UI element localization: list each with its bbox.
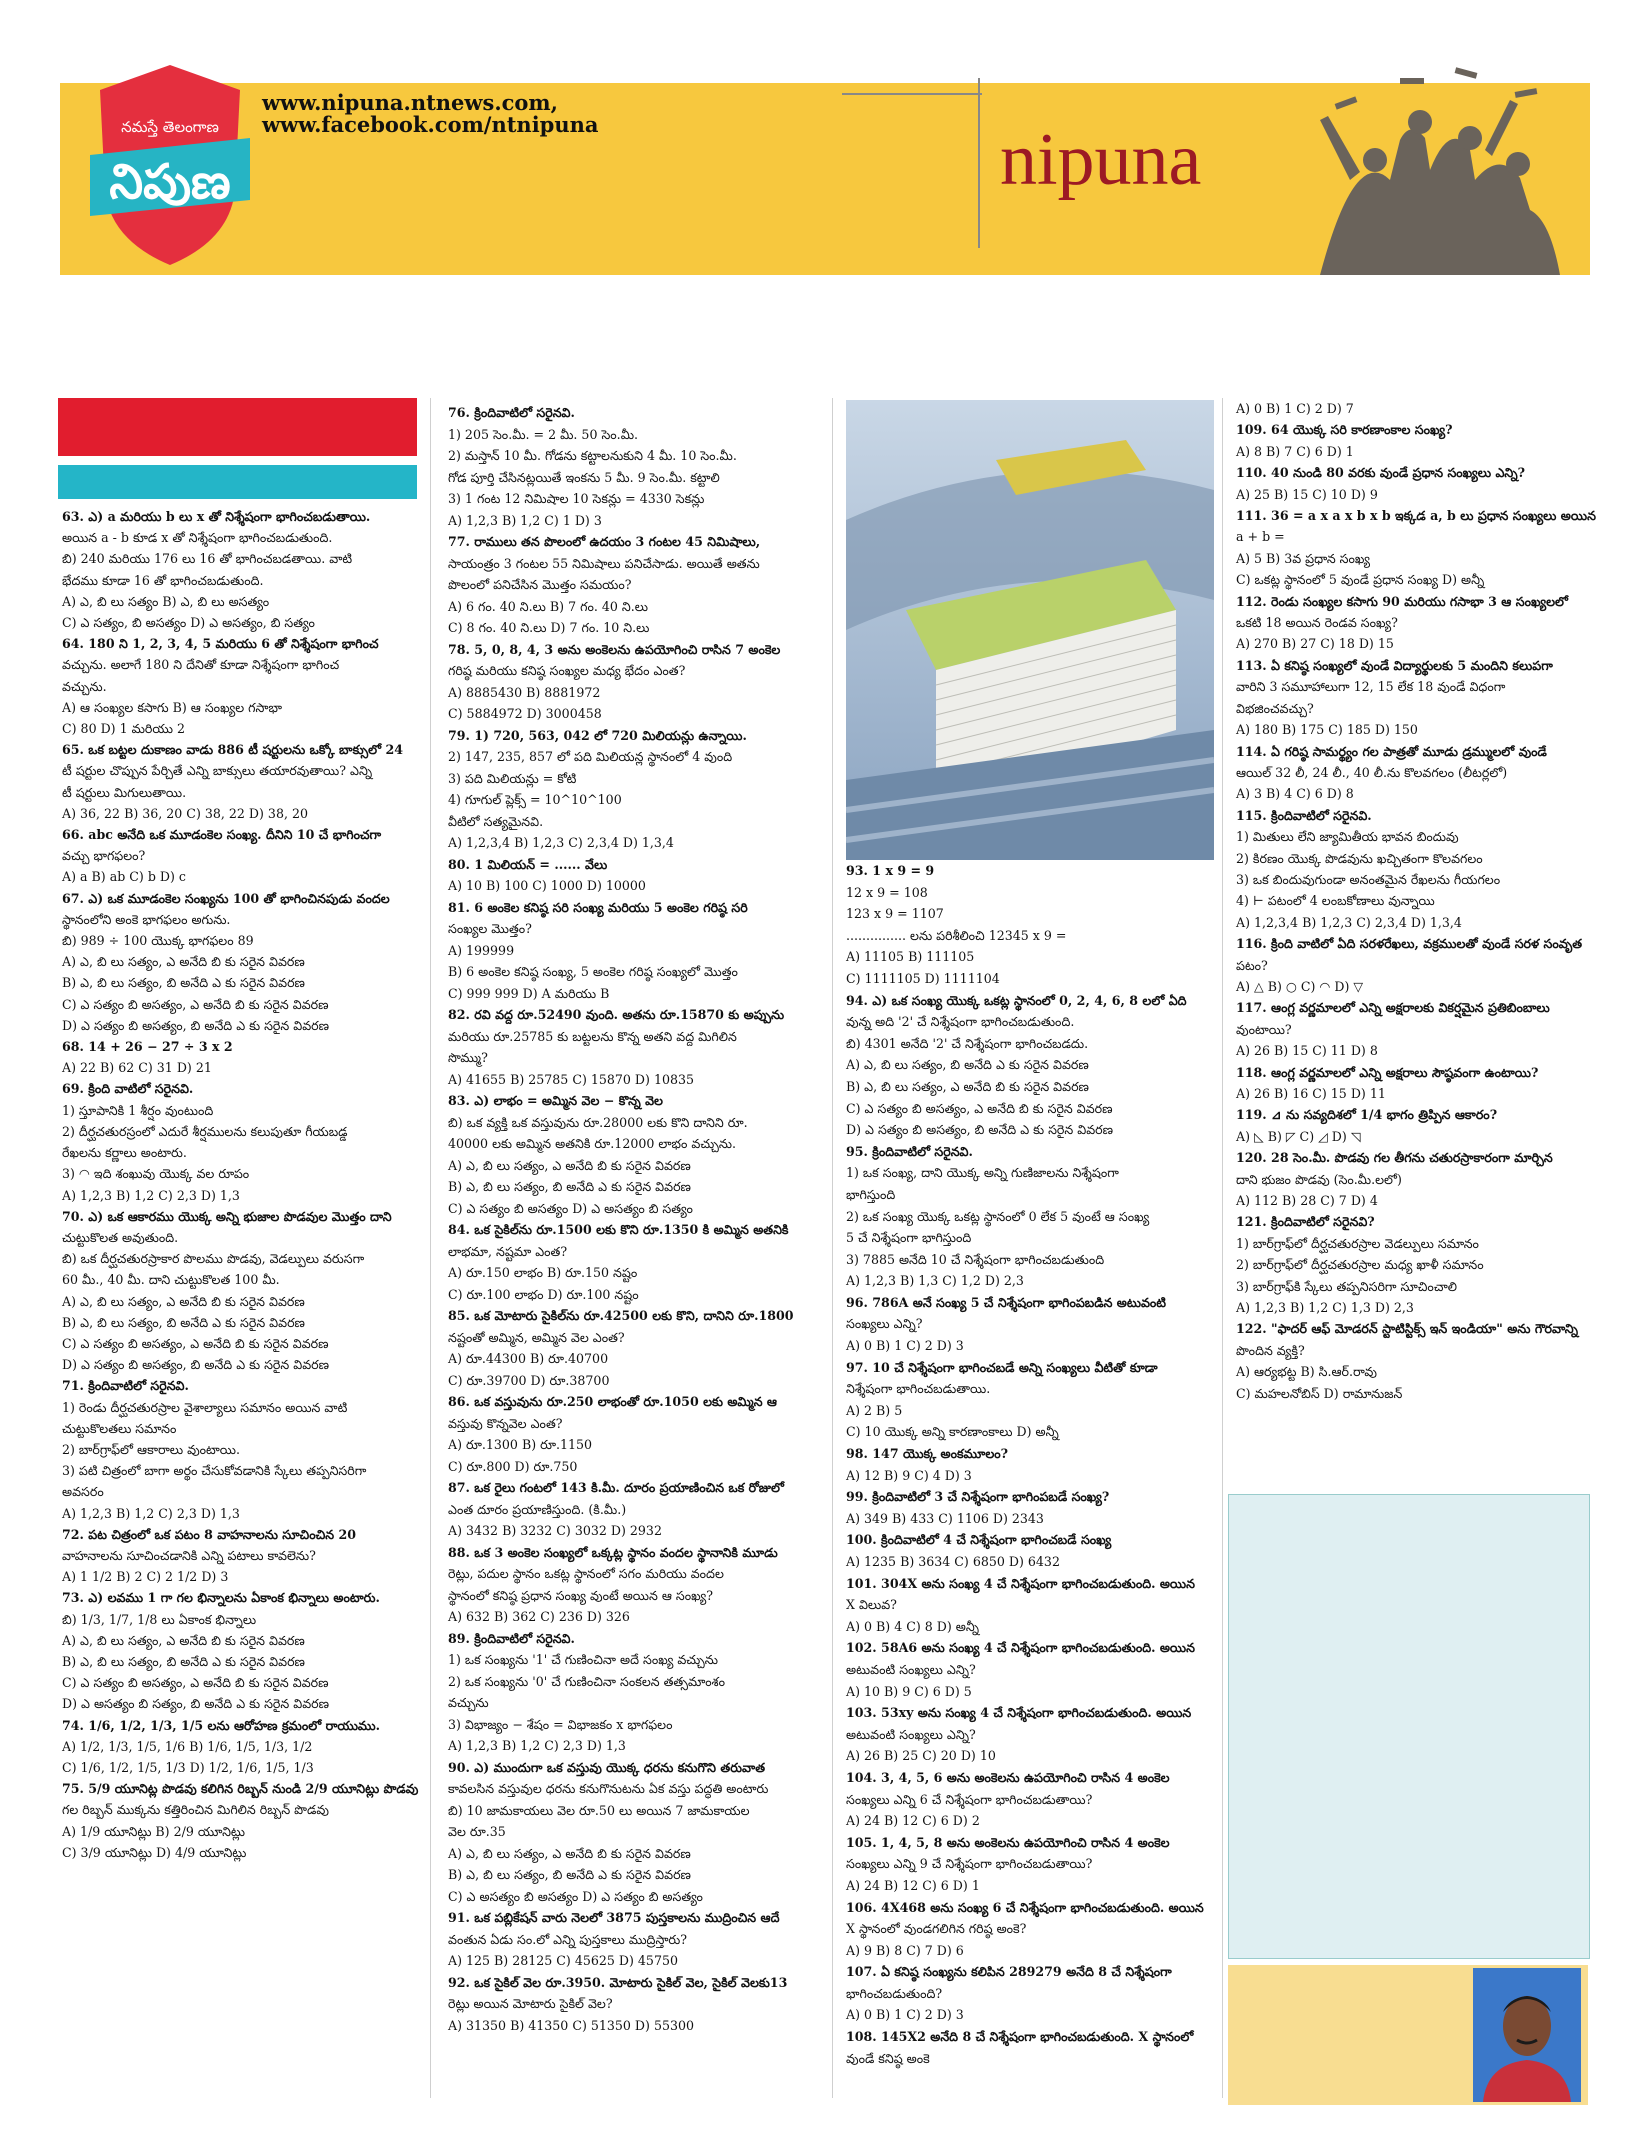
question-line: A) 1,2,3,4 B) 1,2,3 C) 2,3,4 D) 1,3,4 — [1236, 914, 1462, 930]
question-line: A) 0 B) 1 C) 2 D) 3 — [846, 2007, 964, 2023]
question-line: A) 1/2, 1/3, 1/5, 1/6 B) 1/6, 1/5, 1/3, 1/2 — [62, 1738, 313, 1754]
question-line: వారిని 3 సమూహాలుగా 12, 15 లేక 18 వుండే విధంగా — [1236, 679, 1506, 695]
question-line: బి) 989 ÷ 100 యొక్క భాగఫలం 89 — [62, 933, 254, 949]
question-line: B) ఎ, బి లు సత్యం, బి అనేది ఎ కు సరైన వివరణ — [448, 1179, 691, 1194]
question-line: A) 2 B) 5 — [846, 1402, 903, 1418]
question-line: D) ఎ అసత్యం బి సత్యం, బి అనేది ఎ కు సరైన వివరణ — [62, 1696, 330, 1712]
question-line: 1) మితులు లేని జ్యామితీయ భావన బిందువు — [1236, 829, 1459, 845]
question-line: చుట్టుకొలతలు సమానం — [62, 1420, 177, 1436]
question-line: 111. 36 = a x a x b x b ఇక్కడ a, b లు ప్రధాన సంఖ్యలు అయిన — [1236, 508, 1596, 524]
question-line: A) రూ.150 లాభం B) రూ.150 నష్టం — [448, 1265, 638, 1280]
question-line: 2) బార్‌గ్రాఫ్‌లో దీర్ఘచతురస్రాల మధ్య ఖాళీ సమానం — [1236, 1257, 1484, 1273]
question-line: వీటిలో సత్యమైనవి. — [448, 813, 544, 829]
header-urls — [262, 92, 599, 136]
question-line: అటువంటి సంఖ్యలు ఎన్ని? — [846, 1726, 976, 1742]
question-line: వచ్చును. అలాగే 180 ని దేనితో కూడా నిశ్శేషంగా భాగించ — [62, 657, 340, 673]
question-line: వున్న అది '2' చే నిశ్శేషంగా భాగించబడుతుంది. — [846, 1014, 1075, 1030]
question-line: A) 632 B) 362 C) 236 D) 326 — [448, 1609, 630, 1624]
question-line: 91. ఒక పబ్లికేషన్ వారు నెలలో 3875 పుస్తకాలను ముద్రించిన ఆదే — [448, 1910, 780, 1925]
question-line: A) 22 B) 62 C) 31 D) 21 — [62, 1060, 212, 1076]
column-divider — [1222, 398, 1223, 2098]
question-line: 3) 7885 అనేది 10 చే నిశ్శేషంగా భాగించబడుతుంది — [846, 1251, 1105, 1267]
question-line: అవసరం — [62, 1484, 104, 1500]
question-line: 2) దీర్ఘచతురస్రంలో ఎదురే శీర్షములను కలుపుతూ గీయబడ్డ — [62, 1123, 348, 1139]
question-line: A) ఎ, బి లు సత్యం, ఎ అనేది బి కు సరైన వివరణ — [62, 1293, 305, 1309]
question-line: వంతున ఏడు సం.లో ఎన్ని పుస్తకాలు ముద్రిస్తారు? — [448, 1931, 688, 1947]
question-line: X విలువ? — [846, 1597, 897, 1613]
author-photo — [1473, 1968, 1581, 2102]
question-line: C) 8 గం. 40 ని.లు D) 7 గం. 10 ని.లు — [448, 620, 650, 635]
question-line: 84. ఒక సైకిల్‌ను రూ.1500 లకు కొని రూ.1350 కి అమ్మిన అతనికి — [448, 1222, 789, 1237]
question-line: సాయంత్రం 3 గంటల 55 నిమిషాలు పనిచేసాడు. అయితే అతను — [448, 555, 760, 571]
question-line: C) 999 999 D) A మరియు B — [448, 985, 610, 1001]
question-line: స్థానంలో కనిష్ఠ ప్రధాన సంఖ్య వుంటే అయిన ఆ సంఖ్య? — [448, 1587, 714, 1603]
question-line: 2) ఒక సంఖ్య యొక్క ఒకట్ల స్థానంలో 0 లేక 5 వుంటే ఆ సంఖ్య — [846, 1208, 1150, 1224]
question-line: A) 0 B) 4 C) 8 D) అన్నీ — [846, 1618, 980, 1634]
question-line: 40000 లకు అమ్మిన అతనికి రూ.12000 లాభం వచ్చును. — [448, 1136, 737, 1151]
question-line: A) 180 B) 175 C) 185 D) 150 — [1236, 722, 1418, 738]
question-line: 3) పటి చిత్రంలో బాగా అర్థం చేసుకోవడానికి స్కేలు తప్పనిసరిగా — [62, 1463, 367, 1479]
question-line: 80. 1 మిలియన్ = ...... వేలు — [448, 856, 608, 872]
question-line: 116. క్రింది వాటిలో ఏది సరళరేఖలు, వక్రములతో వుండే సరళ సంవృత — [1236, 936, 1582, 952]
question-line: అయిన a - b కూడ x తో నిశ్శేషంగా భాగించబడుతుంది. — [62, 530, 333, 546]
question-line: 3) పది మిలియన్లు = కోటి — [448, 770, 577, 786]
question-line: చుట్టుకొలత అవుతుంది. — [62, 1229, 179, 1245]
question-line: 120. 28 సెం.మీ. పొడవు గల తీగను చతురస్రాకారంగా మార్చిన — [1236, 1150, 1553, 1166]
question-line: 106. 4X468 అను సంఖ్య 6 చే నిశ్శేషంగా భాగించబడుతుంది. అయిన — [846, 1899, 1204, 1915]
question-line: 122. "ఫాదర్ ఆఫ్ మోడరన్ స్టాటిస్టిక్స్ ఇన్ ఇండియా" అను గౌరవాన్ని — [1236, 1321, 1578, 1337]
question-line: కావలసిన వస్తువుల ధరను కనుగొనుటను ఏక వస్తు పద్ధతి అంటారు — [448, 1781, 769, 1796]
question-line: 1) బార్‌గ్రాఫ్‌లో దీర్ఘచతురస్రాల వెడల్పులు సమానం — [1236, 1235, 1479, 1251]
question-line: A) 26 B) 15 C) 11 D) 8 — [1236, 1043, 1378, 1059]
question-line: 117. ఆంగ్ల వర్ణమాలలో ఎన్ని అక్షరాలకు వికర్షమైన ప్రతిబింబాలు — [1236, 1000, 1550, 1016]
question-line: C) 3/9 యూనిట్లు D) 4/9 యూనిట్లు — [62, 1844, 247, 1860]
question-column-3 — [846, 860, 1218, 2069]
facebook-url[interactable]: www.facebook.com/ntnipuna — [262, 112, 599, 137]
question-line: 114. ఏ గరిష్ఠ సామర్థ్యం గల పాత్రతో మూడు డ్రమ్ములలో వుండే — [1236, 743, 1547, 759]
question-line: 95. క్రిందివాటిలో సరైనవి. — [846, 1143, 973, 1159]
question-line: 110. 40 నుండి 80 వరకు వుండే ప్రధాన సంఖ్యలు ఎన్ని? — [1236, 465, 1525, 481]
question-line: 71. క్రిందివాటిలో సరైనవి. — [62, 1378, 189, 1394]
question-line: C) 10 యొక్క అన్ని కారణాంకాలు D) అన్నీ — [846, 1424, 1059, 1440]
question-line: పటం? — [1236, 957, 1268, 973]
question-line: 3) బార్‌గ్రాఫ్‌కి స్కేలు తప్పనిసరిగా సూచించాలి — [1236, 1278, 1457, 1294]
question-line: B) ఎ, బి లు సత్యం, బి అనేది ఎ కు సరైన వివరణ — [62, 1653, 305, 1669]
column-divider — [430, 398, 431, 2098]
question-line: బి) ఒక దీర్ఘచతురస్రాకార పొలము పొడవు, వెడల్పులు వరుసగా — [62, 1251, 365, 1267]
question-line: C) ఎ అసత్యం బి అసత్యం D) ఎ సత్యం బి అసత్యం — [448, 1888, 703, 1904]
question-line: వచ్చు భాగఫలం? — [62, 848, 146, 864]
question-line: A) 125 B) 28125 C) 45625 D) 45750 — [448, 1953, 678, 1968]
question-line: A) ఎ, బి లు సత్యం, ఎ అనేది బి కు సరైన వివరణ — [448, 1845, 691, 1861]
question-line: A) a B) ab C) b D) c — [62, 869, 186, 885]
question-line: A) ఆర్యభట్ట B) సి.ఆర్.రావు — [1236, 1364, 1377, 1380]
question-line: A) 8885430 B) 8881972 — [448, 684, 601, 700]
question-line: మరియు రూ.25785 కు బట్టలను కొన్న అతని వద్ద మిగిలిన — [448, 1028, 737, 1044]
question-line: A) 6 గం. 40 ని.లు B) 7 గం. 40 ని.లు — [448, 598, 649, 614]
question-line: C) రూ.100 లాభం D) రూ.100 నష్టం — [448, 1286, 639, 1302]
question-line: 92. ఒక సైకిల్ వెల రూ.3950. మోటారు సైకిల్ వెల, సైకిల్ వెలకు13 — [448, 1974, 788, 1990]
question-line: A) ఎ, బి లు సత్యం, ఎ అనేది బి కు సరైన వివరణ — [62, 954, 305, 970]
question-line: C) ఎ సత్యం బి అసత్యం D) ఎ అసత్యం బి సత్యం — [448, 1200, 693, 1216]
question-line: బి) 240 మరియు 176 లు 16 తో భాగించబడతాయి. వాటి — [62, 551, 353, 567]
question-line: సొమ్ము? — [448, 1050, 488, 1065]
question-line: పొందిన వ్యక్తి? — [1236, 1342, 1305, 1358]
question-line: 109. 64 యొక్క సరి కారణాంకాల సంఖ్య? — [1236, 422, 1453, 438]
question-line: A) 36, 22 B) 36, 20 C) 38, 22 D) 38, 20 — [62, 805, 308, 821]
brand-title: nipuna — [1000, 119, 1202, 201]
question-line: A) 10 B) 9 C) 6 D) 5 — [846, 1683, 972, 1699]
question-line: A) ఎ, బి లు సత్యం, ఎ అనేది బి కు సరైన వివరణ — [62, 1632, 305, 1648]
question-line: 93. 1 x 9 = 9 — [846, 863, 935, 878]
question-line: 86. ఒక వస్తువును రూ.250 లాభంతో రూ.1050 లకు అమ్మిన ఆ — [448, 1394, 777, 1409]
logo-small-text: నమస్తే తెలంగాణ — [121, 118, 219, 136]
question-line: 119. ⊿ ను సవ్యదిశలో 1/4 భాగం త్రిప్పిన ఆకారం? — [1236, 1107, 1498, 1123]
question-line: A) 12 B) 9 C) 4 D) 3 — [846, 1467, 972, 1483]
question-line: 73. ఎ) లవము 1 గా గల భిన్నాలను ఏకాంక భిన్నాలు అంటారు. — [62, 1590, 380, 1606]
question-line: A) 9 B) 8 C) 7 D) 6 — [846, 1942, 964, 1958]
question-column-2 — [448, 402, 828, 2036]
question-column-4 — [1236, 398, 1596, 1404]
question-line: ఒకటి 18 అయిన రెండవ సంఖ్య? — [1236, 615, 1398, 631]
question-line: 1) స్తూపానికి 1 శీర్షం వుంటుంది — [62, 1102, 214, 1118]
question-line: C) ఎ సత్యం, బి అసత్యం D) ఎ అసత్యం, బి సత్యం — [62, 615, 315, 631]
question-line: 101. 304X అను సంఖ్య 4 చే నిశ్శేషంగా భాగించబడుతుంది. అయిన — [846, 1575, 1195, 1591]
question-line: స్థానంలోని అంకె భాగఫలం అగును. — [62, 911, 231, 927]
question-line: 96. 786A అనే సంఖ్య 5 చే నిశ్శేషంగా భాగింపబడిన అటువంటి — [846, 1294, 1167, 1310]
question-line: ఎంత దూరం ప్రయాణిస్తుంది. (కి.మీ.) — [448, 1501, 627, 1517]
logo-big-text: నిపుణ — [109, 154, 231, 210]
question-line: 69. క్రింది వాటిలో సరైనవి. — [62, 1081, 194, 1097]
question-line: భాగిస్తుంది — [846, 1186, 896, 1202]
question-line: 121. క్రిందివాటిలో సరైనవి? — [1236, 1214, 1375, 1230]
question-line: 4) గూగుల్ ప్లెక్స్ = 10^10^100 — [448, 792, 622, 807]
question-line: 118. ఆంగ్ల వర్ణమాలలో ఎన్ని అక్షరాలు సౌష్ఠవంగా ఉంటాయి? — [1236, 1064, 1539, 1080]
question-line: భాగించబడుతుంది? — [846, 1985, 943, 2001]
question-line: C) రూ.800 D) రూ.750 — [448, 1458, 578, 1474]
question-line: అటువంటి సంఖ్యలు ఎన్ని? — [846, 1661, 976, 1677]
question-line: 74. 1/6, 1/2, 1/3, 1/5 లను ఆరోహణ క్రమంలో రాయుము. — [62, 1717, 381, 1733]
question-line: A) 5 B) 3వ ప్రధాన సంఖ్య — [1236, 550, 1371, 566]
question-line: A) 26 B) 16 C) 15 D) 11 — [1236, 1086, 1386, 1101]
question-line: A) 1,2,3 B) 1,2 C) 2,3 D) 1,3 — [62, 1187, 240, 1203]
question-line: 3) ఒక బిందువుగుండా అనంతమైన రేఖలను గీయగలం — [1236, 871, 1501, 887]
question-line: 67. ఎ) ఒక మూడంకెల సంఖ్యను 100 తో భాగించినపుడు వందల — [62, 890, 390, 906]
question-line: గరిష్ఠ మరియు కనిష్ఠ సంఖ్యల మధ్య భేదం ఎంత? — [448, 663, 686, 678]
question-line: 4) ⊢ పటంలో 4 లంబకోణాలు వున్నాయి — [1236, 893, 1435, 909]
printing-press-photo — [846, 400, 1214, 860]
question-line: 82. రవి వద్ద రూ.52490 వుంది. అతను రూ.15870 కు అప్పును — [448, 1007, 785, 1022]
question-line: 79. 1) 720, 563, 042 లో 720 మిలియన్లు ఉన్నాయి. — [448, 727, 747, 743]
question-line: 103. 53xy అను సంఖ్య 4 చే నిశ్శేషంగా భాగించబడుతుంది. అయిన — [846, 1705, 1192, 1721]
question-line: సంఖ్యలు ఎన్ని 6 చే నిశ్శేషంగా భాగించబడుతాయి? — [846, 1791, 1093, 1807]
question-line: A) 199999 — [448, 942, 515, 958]
question-line: A) △ B) ○ C) ◠ D) ▽ — [1236, 978, 1364, 994]
question-line: విభజించవచ్చు? — [1236, 700, 1314, 716]
question-line: C) ఎ సత్యం బి అసత్యం, ఎ అనేది బి కు సరైన వివరణ — [62, 1335, 329, 1351]
question-line: 60 మీ., 40 మీ. దాని చుట్టుకొలత 100 మీ. — [62, 1272, 280, 1288]
header-divider — [978, 78, 980, 248]
question-line: 65. ఒక బట్టల దుకాణం వాడు 886 టీ షర్టులను ఒక్కో బాక్సులో 24 — [62, 742, 403, 758]
question-line: a + b = — [1236, 529, 1285, 545]
question-line: A) 3 B) 4 C) 6 D) 8 — [1236, 786, 1354, 802]
question-line: D) ఎ సత్యం బి అసత్యం, బి అనేది ఎ కు సరైన వివరణ — [62, 1357, 330, 1373]
question-line: వస్తువు కొన్నవెల ఎంత? — [448, 1415, 563, 1431]
question-line: 102. 58A6 అను సంఖ్య 4 చే నిశ్శేషంగా భాగించబడుతుంది. అయిన — [846, 1640, 1195, 1656]
question-line: ............... లను పరిశీలించి 12345 x 9 = — [846, 927, 1067, 943]
question-line: A) 1/9 యూనిట్లు B) 2/9 యూనిట్లు — [62, 1823, 246, 1839]
question-line: C) 80 D) 1 మరియు 2 — [62, 721, 185, 737]
question-line: 81. 6 అంకెల కనిష్ఠ సరి సంఖ్య మరియు 5 అంకెల గరిష్ఠ సరి — [448, 899, 748, 915]
question-line: బి) 4301 అనేది '2' చే నిశ్శేషంగా భాగించబడదు. — [846, 1035, 1089, 1051]
question-line: C) ఒకట్ల స్థానంలో 5 వుండే ప్రధాన సంఖ్య D) అన్నీ — [1236, 572, 1485, 588]
question-line: 94. ఎ) ఒక సంఖ్య యొక్క ఒకట్ల స్థానంలో 0, 2, 4, 6, 8 లలో ఏది — [846, 992, 1187, 1008]
question-line: 75. 5/9 యూనిట్ల పొడవు కలిగిన రిబ్బన్ నుండి 2/9 యూనిట్లు పొడవు — [62, 1781, 419, 1797]
question-line: A) 1,2,3 B) 1,3 C) 1,2 D) 2,3 — [846, 1273, 1024, 1289]
question-line: C) ఎ సత్యం బి అసత్యం, ఎ అనేది బి కు సరైన వివరణ — [62, 996, 329, 1012]
question-line: వుండే కనిష్ఠ అంకె — [846, 2050, 930, 2066]
question-line: వుంటాయి? — [1236, 1021, 1292, 1037]
nipuna-logo — [90, 60, 250, 270]
question-line: పొలంలో పనిచేసిన మొత్తం సమయం? — [448, 577, 632, 592]
question-line: 98. 147 యొక్క అంకమూలం? — [846, 1446, 1009, 1462]
question-line: A) 0 B) 1 C) 2 D) 3 — [846, 1338, 964, 1354]
question-line: 108. 145X2 అనేది 8 చే నిశ్శేషంగా భాగించబడుతుంది. X స్థానంలో — [846, 2029, 1194, 2045]
question-line: A) 25 B) 15 C) 10 D) 9 — [1236, 486, 1378, 502]
question-line: 100. క్రిందివాటిలో 4 చే నిశ్శేషంగా భాగించబడే సంఖ్య — [846, 1532, 1112, 1548]
question-line: A) ◺ B) ◸ C) ◿ D) ◹ — [1236, 1128, 1361, 1144]
question-line: లాభమా, నష్టమా ఎంత? — [448, 1243, 568, 1259]
question-line: ఆయిల్ 32 లీ, 24 లీ., 40 లీ.ను కొలవగలం (లీటర్లలో) — [1236, 764, 1508, 780]
question-line: D) ఎ సత్యం బి అసత్యం, బి అనేది ఎ కు సరైన వివరణ — [62, 1017, 330, 1033]
question-line: సంఖ్యలు ఎన్ని? — [846, 1316, 923, 1332]
question-line: A) 0 B) 1 C) 2 D) 7 — [1236, 401, 1354, 416]
question-line: 87. ఒక రైలు గంటలో 143 కి.మీ. దూరం ప్రయాణించిన ఒక రోజులో — [448, 1480, 784, 1495]
question-line: A) 24 B) 12 C) 6 D) 1 — [846, 1877, 980, 1893]
question-line: టీ షర్టుల చొప్పున పేర్చితే ఎన్ని బాక్సులు తయారవుతాయి? ఎన్ని — [62, 763, 373, 779]
question-line: 2) బార్‌గ్రాఫ్‌లో ఆకారాలు వుంటాయి. — [62, 1441, 240, 1457]
question-line: 77. రాములు తన పొలంలో ఉదయం 3 గంటల 45 నిమిషాలు, — [448, 534, 761, 549]
question-line: C) 5884972 D) 3000458 — [448, 706, 602, 721]
question-line: గోడ పూర్తి చేసినట్లయితే ఇంకను 5 మీ. 9 సెం.మీ. కట్టాలి — [448, 469, 720, 485]
question-line: 72. పట చిత్రంలో ఒక పటం 8 వాహనాలను సూచించిన 20 — [62, 1526, 356, 1542]
question-line: A) 11105 B) 111105 — [846, 949, 975, 965]
question-line: రేఖలను కర్ణాలు అంటారు. — [62, 1145, 187, 1161]
question-line: A) 1,2,3 B) 1,2 C) 1,3 D) 2,3 — [1236, 1300, 1414, 1316]
question-line: A) 1235 B) 3634 C) 6850 D) 6432 — [846, 1554, 1060, 1569]
question-line: C) మహలనోబిస్ D) రామానుజన్ — [1236, 1385, 1403, 1401]
question-line: 97. 10 చే నిశ్శేషంగా భాగించబడే అన్ని సంఖ్యలు వీటితో కూడా — [846, 1359, 1158, 1375]
question-line: 113. ఏ కనిష్ఠ సంఖ్యలో వుండే విద్యార్థులకు 5 మందిని కలుపగా — [1236, 657, 1553, 673]
question-line: 68. 14 + 26 − 27 ÷ 3 x 2 — [62, 1039, 233, 1055]
question-line: నష్టంతో అమ్మిన, అమ్మిన వెల ఎంత? — [448, 1329, 625, 1345]
question-line: 83. ఎ) లాభం = అమ్మిన వెల − కొన్న వెల — [448, 1093, 663, 1108]
section-title-bar — [58, 398, 417, 456]
question-line: 1) రెండు దీర్ఘచతురస్రాల వైశాల్యాలు సమానం అయిన వాటి — [62, 1399, 348, 1415]
question-line: A) 1,2,3 B) 1,2 C) 2,3 D) 1,3 — [62, 1505, 240, 1521]
info-box — [1228, 1494, 1590, 1959]
question-line: C) ఎ సత్యం బి అసత్యం, ఎ అనేది బి కు సరైన వివరణ — [62, 1675, 329, 1691]
question-line: వాహనాలను సూచించడానికి ఎన్ని పటాలు కావలెను? — [62, 1547, 316, 1563]
question-line: 1) ఒక సంఖ్య, దాని యొక్క అన్ని గుణిజాలను నిశ్శేషంగా — [846, 1165, 1119, 1181]
question-line: C) 1/6, 1/2, 1/5, 1/3 D) 1/2, 1/6, 1/5, 1/3 — [62, 1759, 314, 1775]
question-line: 2) ఒక సంఖ్యను '0' చే గుణించినా సంకలన తత్సమాంశం — [448, 1673, 725, 1689]
question-line: 70. ఎ) ఒక ఆకారము యొక్క అన్ని భుజాల పొడవుల మొత్తం దాని — [62, 1208, 392, 1224]
question-line: A) 270 B) 27 C) 18 D) 15 — [1236, 636, 1394, 652]
question-line: సంఖ్యలు ఎన్ని 9 చే నిశ్శేషంగా భాగించబడుతాయి? — [846, 1856, 1093, 1872]
question-line: 112. రెండు సంఖ్యల కసాగు 90 మరియు గసాభా 3 ఆ సంఖ్యలలో — [1236, 593, 1568, 609]
question-line: D) ఎ సత్యం బి అసత్యం, బి అనేది ఎ కు సరైన వివరణ — [846, 1122, 1114, 1138]
question-line: సంఖ్యల మొత్తం? — [448, 921, 532, 936]
question-line: A) 1 1/2 B) 2 C) 2 1/2 D) 3 — [62, 1569, 229, 1585]
question-line: బి) 10 జామకాయలు వెల రూ.50 లు అయిన 7 జామకాయల — [448, 1802, 750, 1818]
question-line: C) ఎ సత్యం బి అసత్యం, ఎ అనేది బి కు సరైన వివరణ — [846, 1100, 1113, 1116]
question-line: వచ్చును. — [62, 678, 107, 694]
question-line: 2) మస్తాన్ 10 మీ. గోడను కట్టాలనుకుని 4 మీ. 10 సెం.మీ. — [448, 448, 737, 463]
question-line: A) 1,2,3,4 B) 1,2,3 C) 2,3,4 D) 1,3,4 — [448, 835, 674, 850]
graduates-illustration — [1280, 60, 1580, 275]
question-line: A) 24 B) 12 C) 6 D) 2 — [846, 1813, 980, 1829]
site-url[interactable]: www.nipuna.ntnews.com, — [262, 90, 558, 115]
question-line: 85. ఒక మోటారు సైకిల్‌ను రూ.42500 లకు కొని, దానిని రూ.1800 — [448, 1308, 794, 1323]
question-line: 3) ◠ ఇది శంఖువు యొక్క వల రూపం — [62, 1166, 250, 1182]
question-line: 107. ఏ కనిష్ఠ సంఖ్యను కలిపిన 289279 అనేది 8 చే నిశ్శేషంగా — [846, 1964, 1172, 1980]
question-line: X స్థానంలో వుండగలిగిన గరిష్ఠ అంకె? — [846, 1921, 1027, 1937]
question-line: A) ఆ సంఖ్యల కసాగు B) ఆ సంఖ్యల గసాభా — [62, 699, 282, 715]
question-line: 3) 1 గంట 12 నిమిషాల 10 సెకన్లు = 4330 సెకన్లు — [448, 491, 705, 506]
question-line: C) రూ.39700 D) రూ.38700 — [448, 1372, 610, 1388]
question-line: A) ఎ, బి లు సత్యం B) ఎ, బి లు అసత్యం — [62, 593, 270, 609]
question-line: 99. క్రిందివాటిలో 3 చే నిశ్శేషంగా భాగింపబడే సంఖ్య? — [846, 1489, 1110, 1505]
question-line: A) రూ.44300 B) రూ.40700 — [448, 1351, 609, 1366]
question-line: 78. 5, 0, 8, 4, 3 అను అంకెలను ఉపయోగించి రాసిన 7 అంకెల — [448, 641, 781, 657]
question-line: A) 349 B) 433 C) 1106 D) 2343 — [846, 1510, 1044, 1526]
question-line: A) 3432 B) 3232 C) 3032 D) 2932 — [448, 1523, 662, 1538]
question-line: బి) ఒక వ్యక్తి ఒక వస్తువును రూ.28000 లకు కొని దానిని రూ. — [448, 1114, 748, 1130]
question-line: 76. క్రిందివాటిలో సరైనవి. — [448, 405, 575, 420]
question-line: A) 31350 B) 41350 C) 51350 D) 55300 — [448, 2017, 695, 2033]
question-line: C) 1111105 D) 1111104 — [846, 970, 1000, 986]
question-line: B) ఎ, బి లు సత్యం, బి అనేది ఎ కు సరైన వివరణ — [62, 1314, 305, 1330]
question-line: టీ షర్టులు మిగులుతాయి. — [62, 784, 187, 800]
question-line: A) ఎ, బి లు సత్యం, ఎ అనేది బి కు సరైన వివరణ — [448, 1157, 691, 1173]
question-line: A) 26 B) 25 C) 20 D) 10 — [846, 1748, 996, 1764]
question-line: వెల రూ.35 — [448, 1824, 506, 1839]
question-line: 88. ఒక 3 అంకెల సంఖ్యలో ఒక్కట్ల స్థానం వందల స్థానానికి మూడు — [448, 1544, 778, 1560]
question-line: 90. ఎ) ముందుగా ఒక వస్తువు యొక్క ధరను కనుగొని తరువాత — [448, 1759, 766, 1775]
question-line: 5 చే నిశ్శేషంగా భాగిస్తుంది — [846, 1230, 972, 1246]
question-line: A) రూ.1300 B) రూ.1150 — [448, 1437, 593, 1452]
question-line: A) 1,2,3 B) 1,2 C) 1 D) 3 — [448, 512, 602, 528]
question-line: A) ఎ, బి లు సత్యం, బి అనేది ఎ కు సరైన వివరణ — [846, 1057, 1089, 1073]
column-divider — [832, 398, 833, 2098]
question-line: 105. 1, 4, 5, 8 అను అంకెలను ఉపయోగించి రాసిన 4 అంకెల — [846, 1834, 1170, 1850]
question-line: భేదము కూడా 16 తో భాగించబడుతుంది. — [62, 572, 264, 588]
question-line: వచ్చును — [448, 1695, 489, 1710]
question-line: A) 8 B) 7 C) 6 D) 1 — [1236, 443, 1354, 459]
question-line: 1) ఒక సంఖ్యను '1' చే గుణించినా అదే సంఖ్య వచ్చును — [448, 1652, 718, 1667]
question-line: B) ఎ, బి లు సత్యం, బి అనేది ఎ కు సరైన వివరణ — [62, 975, 305, 991]
header-rule — [842, 93, 982, 95]
question-line: 66. abc అనేది ఒక మూడంకెల సంఖ్య. దీనిని 10 చే భాగించగా — [62, 827, 382, 843]
question-line: 89. క్రిందివాటిలో సరైనవి. — [448, 1630, 575, 1646]
question-line: A) 41655 B) 25785 C) 15870 D) 10835 — [448, 1071, 695, 1087]
question-line: గల రిబ్బన్ ముక్కను కత్తిరించిన మిగిలిన రిబ్బన్ పొడవు — [62, 1802, 329, 1818]
question-line: బి) 1/3, 1/7, 1/8 లు ఏకాంక భిన్నాలు — [62, 1611, 257, 1627]
question-line: రెట్లు అయిన మోటారు సైకిల్ వెల? — [448, 1996, 613, 2011]
question-line: రెట్లు, పదుల స్థానం ఒకట్ల స్థానంలో సగం మరియు వందల — [448, 1566, 724, 1581]
question-line: 115. క్రిందివాటిలో సరైనవి. — [1236, 807, 1372, 823]
question-line: 123 x 9 = 1107 — [846, 906, 944, 922]
question-line: B) ఎ, బి లు సత్యం, ఎ అనేది బి కు సరైన వివరణ — [846, 1078, 1089, 1094]
question-line: 64. 180 ని 1, 2, 3, 4, 5 మరియు 6 తో నిశ్శేషంగా భాగించ — [62, 636, 379, 652]
question-line: 3) విభాజ్యం − శేషం = విభాజకం x భాగఫలం — [448, 1716, 673, 1732]
question-line: 1) 205 సెం.మీ. = 2 మీ. 50 సెం.మీ. — [448, 426, 639, 442]
question-line: A) 1,2,3 B) 1,2 C) 2,3 D) 1,3 — [448, 1738, 626, 1753]
question-line: 12 x 9 = 108 — [846, 884, 928, 900]
question-line: B) 6 అంకెల కనిష్ఠ సంఖ్య, 5 అంకెల గరిష్ఠ సంఖ్యలో మొత్తం — [448, 964, 738, 979]
question-column-1 — [62, 506, 424, 1863]
question-line: 104. 3, 4, 5, 6 అను అంకెలను ఉపయోగించి రాసిన 4 అంకెల — [846, 1769, 1170, 1785]
question-line: 2) కిరణం యొక్క పొడవును ఖచ్చితంగా కొలవగలం — [1236, 850, 1483, 866]
section-subtitle-bar — [58, 465, 417, 499]
question-line: 63. ఎ) a మరియు b లు x తో నిశ్శేషంగా భాగించబడుతాయి. — [62, 509, 371, 524]
question-line: A) 112 B) 28 C) 7 D) 4 — [1236, 1193, 1378, 1209]
question-line: నిశ్శేషంగా భాగించబడుతాయి. — [846, 1381, 991, 1397]
question-line: 2) 147, 235, 857 లో పది మిలియన్ల స్థానంలో 4 వుంది — [448, 749, 733, 764]
question-line: A) 10 B) 100 C) 1000 D) 10000 — [448, 878, 646, 893]
question-line: దాని భుజం పొడవు (సెం.మీ.లలో) — [1236, 1171, 1402, 1187]
question-line: B) ఎ, బి లు సత్యం, బి అనేది ఎ కు సరైన వివరణ — [448, 1867, 691, 1882]
